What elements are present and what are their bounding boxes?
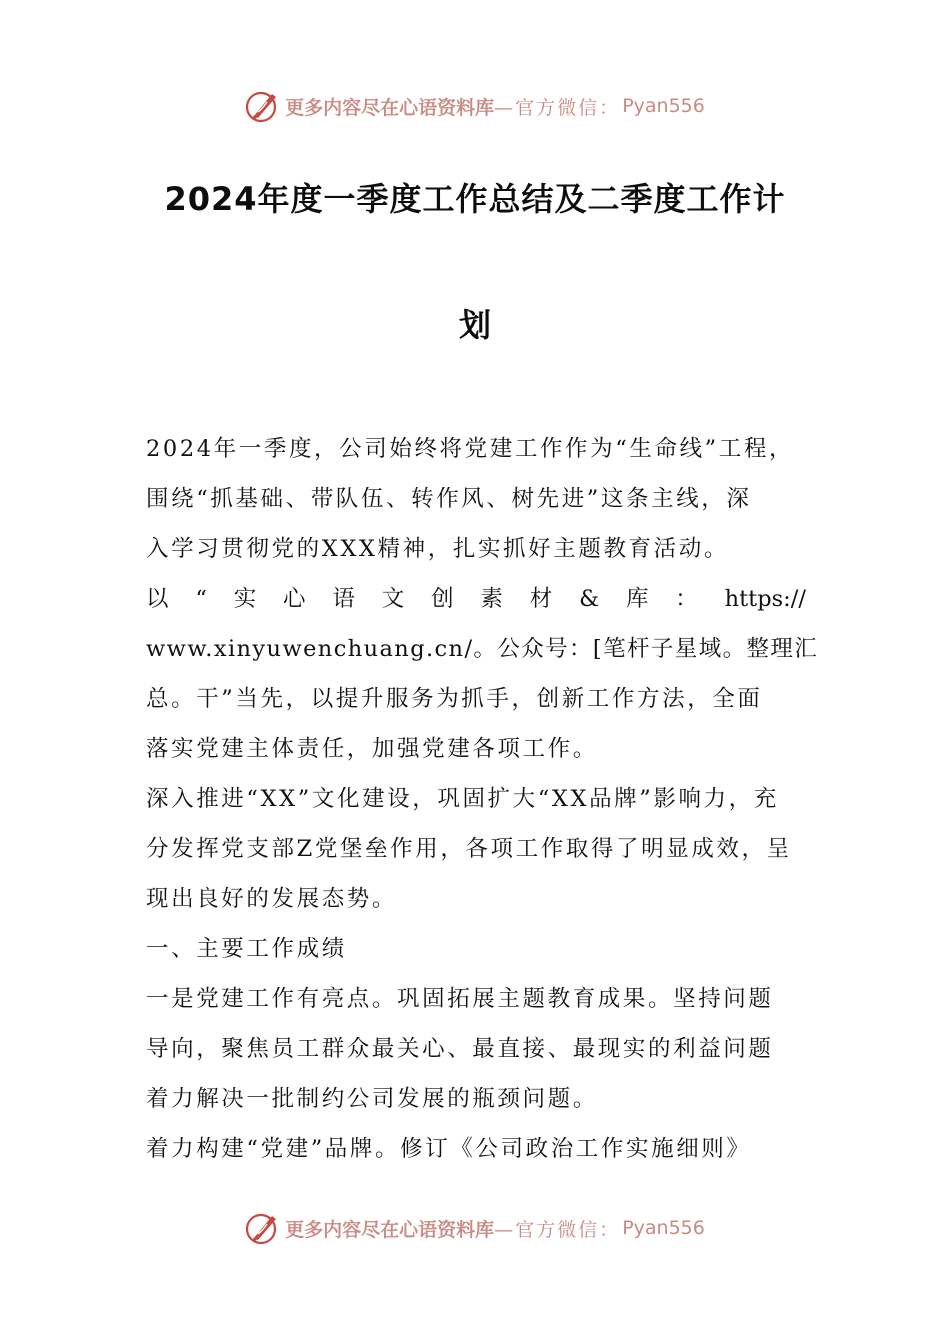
watermark-library-text: 更多内容尽在心语资料库 bbox=[285, 1218, 495, 1241]
text-line: 围绕“抓基础、带队伍、转作风、树先进”这条主线，深 bbox=[146, 486, 752, 512]
quill-seal-icon bbox=[245, 1210, 281, 1246]
watermark-library-text: 更多内容尽在心语资料库 bbox=[285, 96, 495, 119]
watermark-banner-bottom bbox=[0, 1206, 950, 1250]
text-line: 入学习贯彻党的XXX精神，扎实抓好主题教育活动。 bbox=[146, 536, 729, 562]
text-line-spread: 以 “ 实 心 语 文 创 素 材 & 库 ： https:// bbox=[146, 586, 806, 612]
text-line: 导向，聚焦员工群众最关心、最直接、最现实的利益问题 bbox=[146, 1036, 774, 1062]
section-heading: 一、主要工作成绩 bbox=[146, 936, 347, 962]
text-line: 现出良好的发展态势。 bbox=[146, 886, 398, 912]
text-line: 深入推进“XX”文化建设，巩固扩大“XX品牌”影响力，充 bbox=[146, 786, 779, 812]
text-line: 总。干”当先，以提升服务为抓手，创新工作方法，全面 bbox=[146, 686, 763, 712]
body-text bbox=[146, 424, 819, 1174]
text-line: 2024年一季度，公司始终将党建工作作为“生命线”工程， bbox=[146, 436, 795, 462]
text-line: 一是党建工作有亮点。巩固拓展主题教育成果。坚持问题 bbox=[146, 986, 774, 1012]
watermark-wechat-id: Pyan556 bbox=[622, 1217, 705, 1239]
text-line: www.xinyuwenchuang.cn/。公众号：[笔杆子星域。整理汇 bbox=[146, 636, 819, 662]
watermark-official-text: —官方微信： bbox=[494, 1218, 621, 1241]
text-line: 着力解决一批制约公司发展的瓶颈问题。 bbox=[146, 1086, 598, 1112]
text-line: 分发挥党支部Z党堡垒作用，各项工作取得了明显成效，呈 bbox=[146, 836, 792, 862]
watermark-banner-top bbox=[0, 84, 950, 128]
watermark-official-text: —官方微信： bbox=[494, 96, 621, 119]
document-title-line-1: 2024年度一季度工作总结及二季度工作计 bbox=[164, 180, 786, 218]
watermark-wechat-id: Pyan556 bbox=[622, 95, 705, 117]
text-line: 着力构建“党建”品牌。修订《公司政治工作实施细则》 bbox=[146, 1136, 752, 1162]
document-title-line-2: 划 bbox=[458, 306, 491, 344]
quill-seal-icon bbox=[245, 88, 281, 124]
text-line: 落实党建主体责任，加强党建各项工作。 bbox=[146, 736, 598, 762]
